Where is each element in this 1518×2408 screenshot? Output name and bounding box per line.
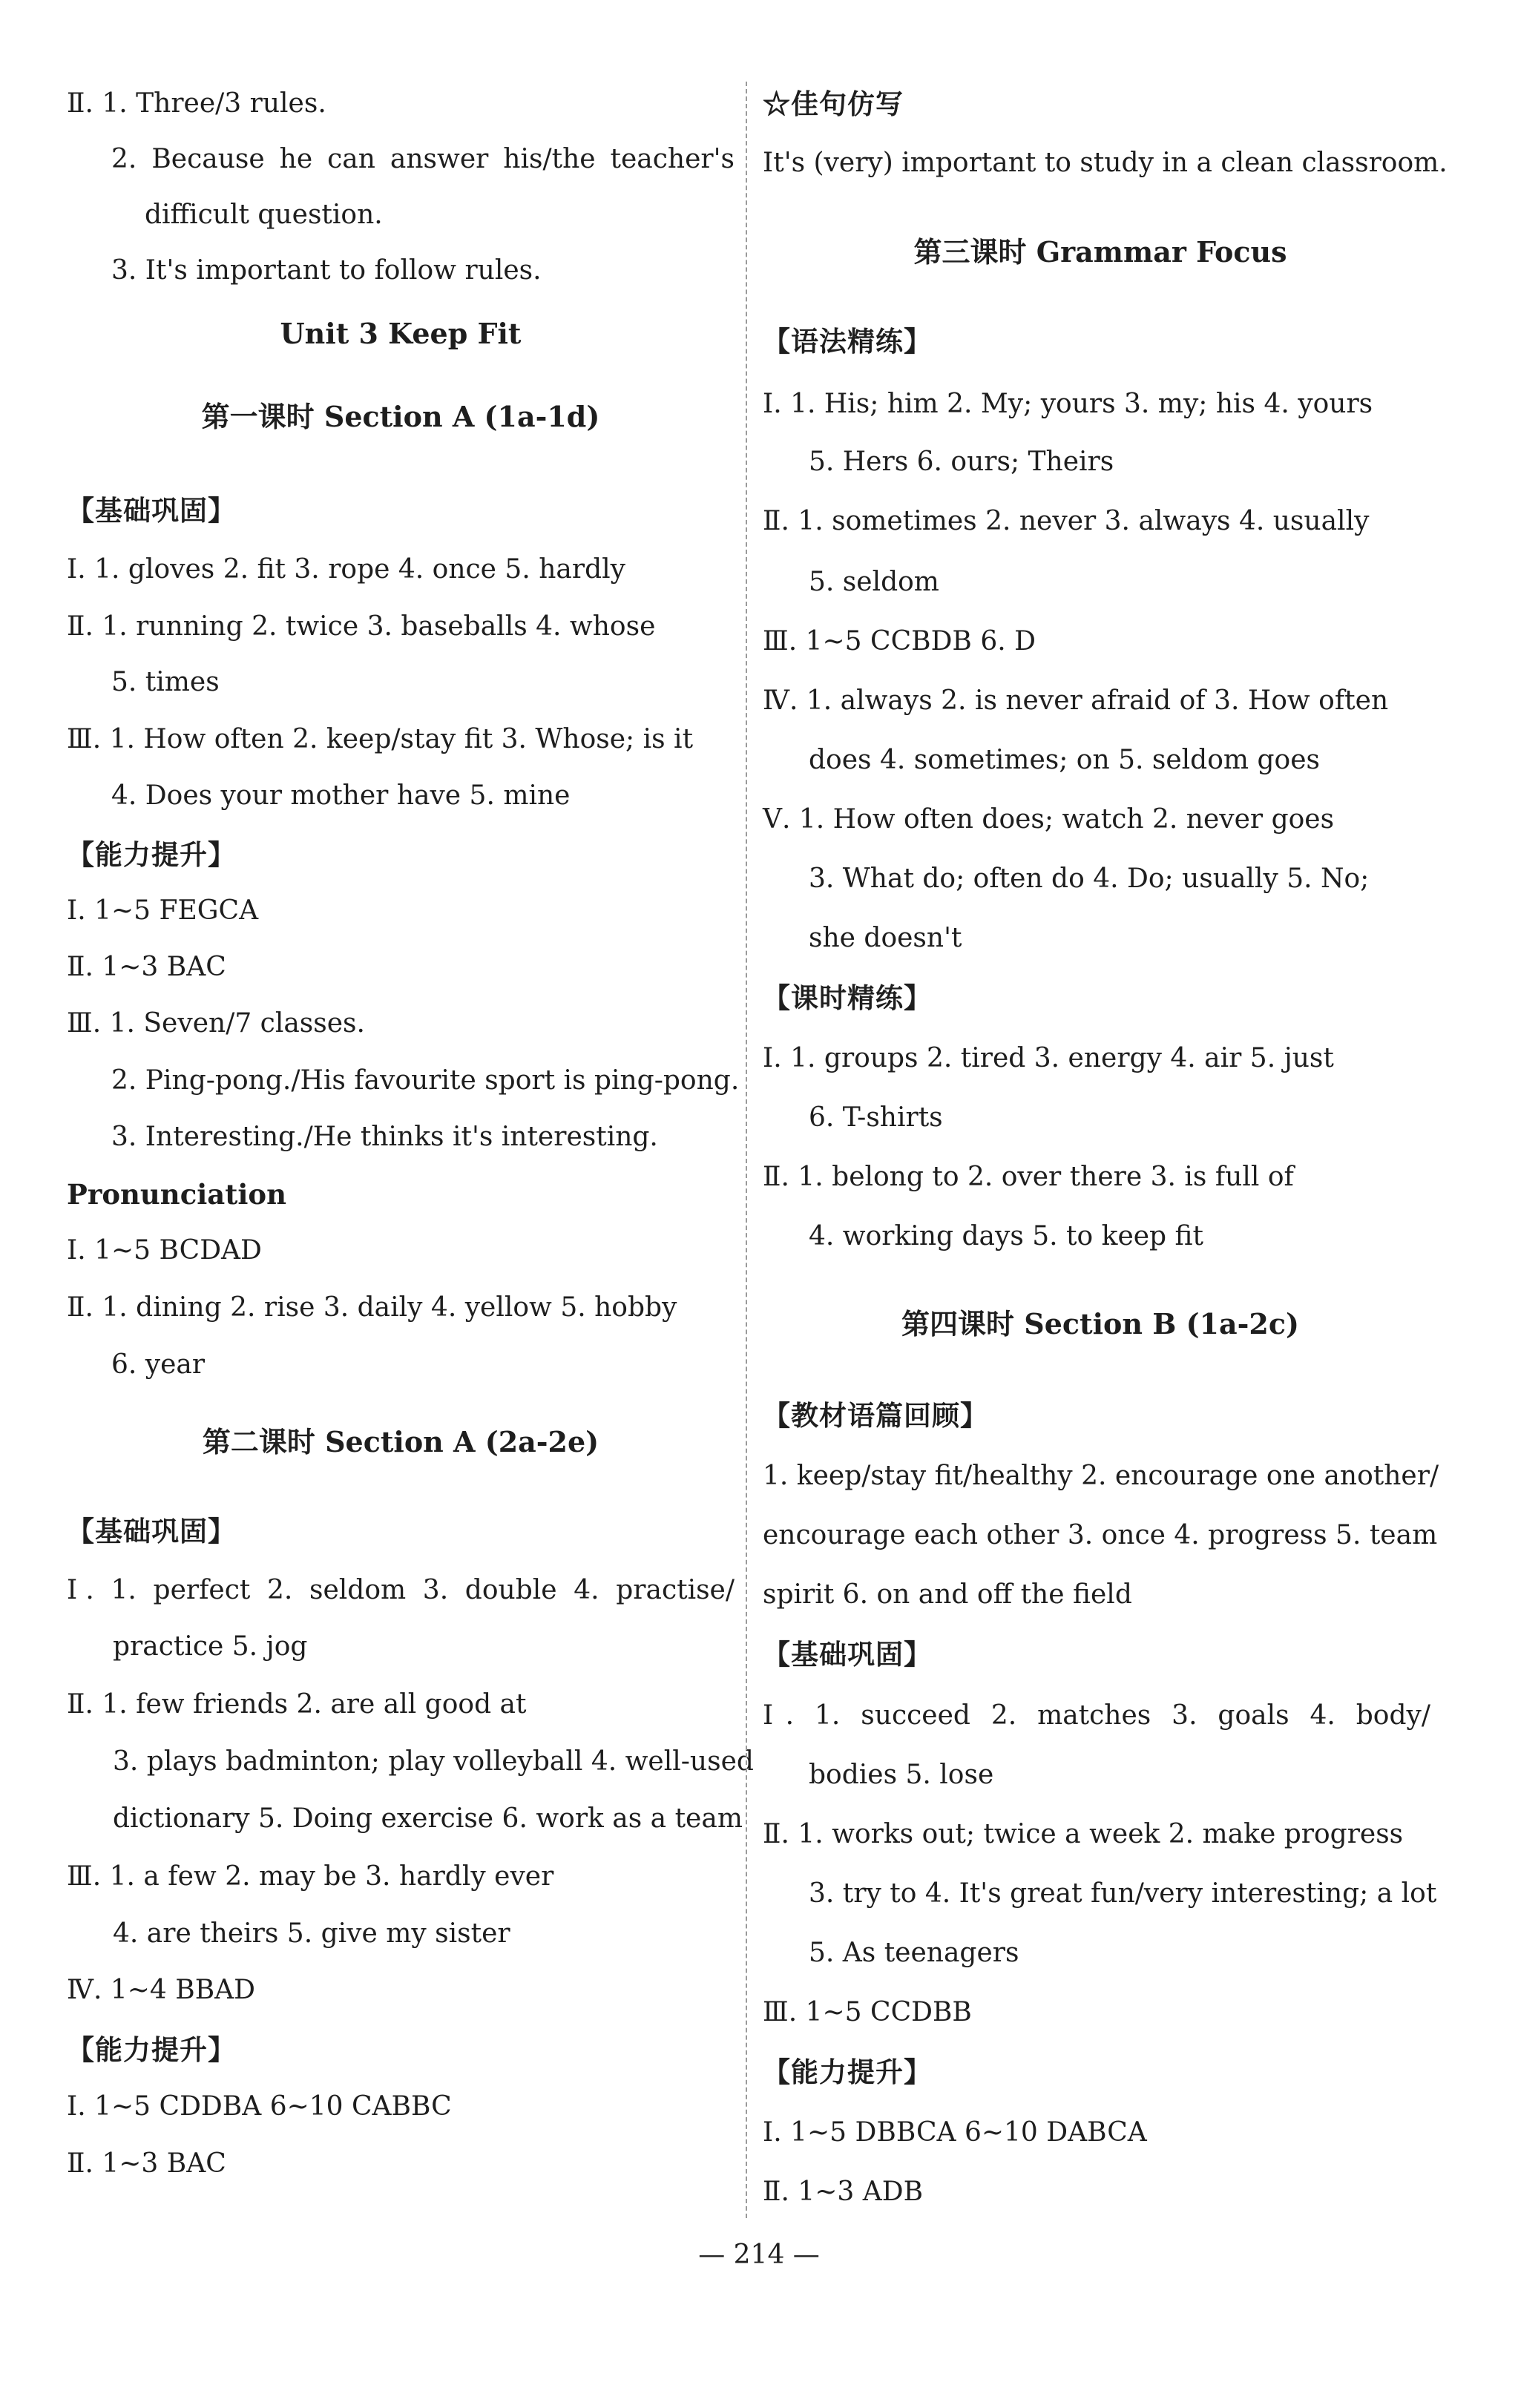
answer-line: Ⅰ. 1. succeed 2. matches 3. goals 4. body/ [763, 1700, 1430, 1731]
section-heading: 【能力提升】 [67, 838, 236, 871]
answer-line: dictionary 5. Doing exercise 6. work as a team [113, 1803, 743, 1834]
answer-line: Ⅱ. 1. Three/3 rules. [67, 88, 326, 119]
answer-line: Ⅳ. 1~4 BBAD [67, 1975, 256, 2005]
answer-line: 3. try to 4. It's great fun/very interesting; a lot [809, 1878, 1437, 1909]
answer-line: 6. year [111, 1349, 206, 1380]
answer-line: 4. working days 5. to keep fit [809, 1221, 1204, 1251]
section-heading: 【基础巩固】 [67, 494, 236, 527]
answer-line: 6. T-shirts [809, 1102, 943, 1133]
answer-line: Ⅰ. 1~5 FEGCA [67, 895, 259, 926]
answer-line: Ⅰ. 1~5 BCDAD [67, 1235, 262, 1266]
pronunciation-heading: Pronunciation [67, 1178, 286, 1211]
answer-line: Ⅰ. 1~5 DBBCA 6~10 DABCA [763, 2117, 1147, 2148]
answer-line: Ⅱ. 1. running 2. twice 3. baseballs 4. whose [67, 611, 656, 642]
answer-line: Ⅱ. 1. sometimes 2. never 3. always 4. usually [763, 506, 1370, 536]
lesson-title: 第三课时 Grammar Focus [913, 235, 1287, 269]
answer-line: bodies 5. lose [809, 1760, 994, 1790]
answer-line: Ⅴ. 1. How often does; watch 2. never goes [763, 804, 1335, 835]
answer-line: 5. times [111, 667, 220, 697]
answer-line: does 4. sometimes; on 5. seldom goes [809, 745, 1320, 775]
answer-line: 4. are theirs 5. give my sister [113, 1918, 510, 1949]
answer-line: 2. Ping-pong./His favourite sport is ping-pong. [111, 1065, 740, 1096]
answer-line: Ⅲ. 1~5 CCDBB [763, 1997, 972, 2027]
answer-line: difficult question. [145, 200, 383, 230]
answer-line: Ⅱ. 1. few friends 2. are all good at [67, 1689, 527, 1720]
answer-line: Ⅱ. 1. works out; twice a week 2. make progress [763, 1819, 1404, 1849]
section-heading: 【课时精练】 [763, 981, 932, 1014]
answer-line: Ⅰ. 1. groups 2. tired 3. energy 4. air 5. just [763, 1043, 1334, 1073]
answer-line: Ⅱ. 1~3 BAC [67, 2148, 226, 2179]
lesson-title: 第二课时 Section A (2a-2e) [202, 1425, 599, 1458]
answer-line: Ⅱ. 1~3 ADB [763, 2177, 924, 2207]
section-heading: 【语法精练】 [763, 325, 932, 358]
answer-line: Ⅰ. 1. gloves 2. fit 3. rope 4. once 5. hardly [67, 554, 625, 585]
section-heading: 【基础巩固】 [763, 1638, 932, 1671]
answer-line: 3. What do; often do 4. Do; usually 5. No; [809, 863, 1370, 894]
answer-line: Ⅲ. 1. Seven/7 classes. [67, 1008, 365, 1039]
unit-title: Unit 3 Keep Fit [280, 317, 522, 350]
answer-line: Ⅰ. 1~5 CDDBA 6~10 CABBC [67, 2091, 452, 2122]
answer-line: It's (very) important to study in a clean classroom. [763, 148, 1448, 178]
answer-line: Ⅲ. 1~5 CCBDB 6. D [763, 626, 1036, 657]
answer-line: Ⅲ. 1. a few 2. may be 3. hardly ever [67, 1861, 554, 1892]
answer-line: Ⅲ. 1. How often 2. keep/stay fit 3. Whose; is it [67, 724, 694, 754]
answer-line: 5. As teenagers [809, 1938, 1019, 1968]
answer-line: she doesn't [809, 923, 962, 953]
answer-line: 3. Interesting./He thinks it's interesting. [111, 1122, 658, 1152]
answer-line: 5. seldom [809, 567, 939, 597]
section-heading: 【能力提升】 [763, 2056, 932, 2088]
section-heading: ☆佳句仿写 [763, 88, 904, 120]
lesson-title: 第四课时 Section B (1a-2c) [901, 1307, 1299, 1340]
answer-line: 1. keep/stay fit/healthy 2. encourage one another/ [763, 1461, 1439, 1491]
answer-line: 5. Hers 6. ours; Theirs [809, 447, 1114, 477]
answer-line: Ⅰ. 1. His; him 2. My; yours 3. my; his 4. yours [763, 389, 1373, 419]
answer-line: encourage each other 3. once 4. progress 5. team [763, 1520, 1438, 1550]
answer-line: 3. It's important to follow rules. [111, 255, 542, 286]
page-number: — 214 — [698, 2240, 820, 2270]
column-divider [746, 82, 747, 2218]
section-heading: 【能力提升】 [67, 2033, 236, 2066]
section-heading: 【基础巩固】 [67, 1515, 236, 1547]
answer-line: Ⅳ. 1. always 2. is never afraid of 3. How often [763, 685, 1389, 716]
answer-line: spirit 6. on and off the field [763, 1579, 1132, 1610]
answer-line: 4. Does your mother have 5. mine [111, 780, 571, 811]
answer-line: 3. plays badminton; play volleyball 4. well-used [113, 1746, 754, 1777]
section-heading: 【教材语篇回顾】 [763, 1399, 988, 1432]
answer-line: Ⅱ. 1. belong to 2. over there 3. is full of [763, 1162, 1294, 1192]
answer-line: 2. Because he can answer his/the teacher's [111, 144, 735, 174]
answer-line: practice 5. jog [113, 1631, 308, 1662]
answer-line: Ⅰ. 1. perfect 2. seldom 3. double 4. practise/ [67, 1575, 735, 1605]
answer-line: Ⅱ. 1. dining 2. rise 3. daily 4. yellow 5. hobby [67, 1292, 677, 1323]
answer-line: Ⅱ. 1~3 BAC [67, 952, 226, 982]
lesson-title: 第一课时 Section A (1a-1d) [201, 400, 600, 433]
